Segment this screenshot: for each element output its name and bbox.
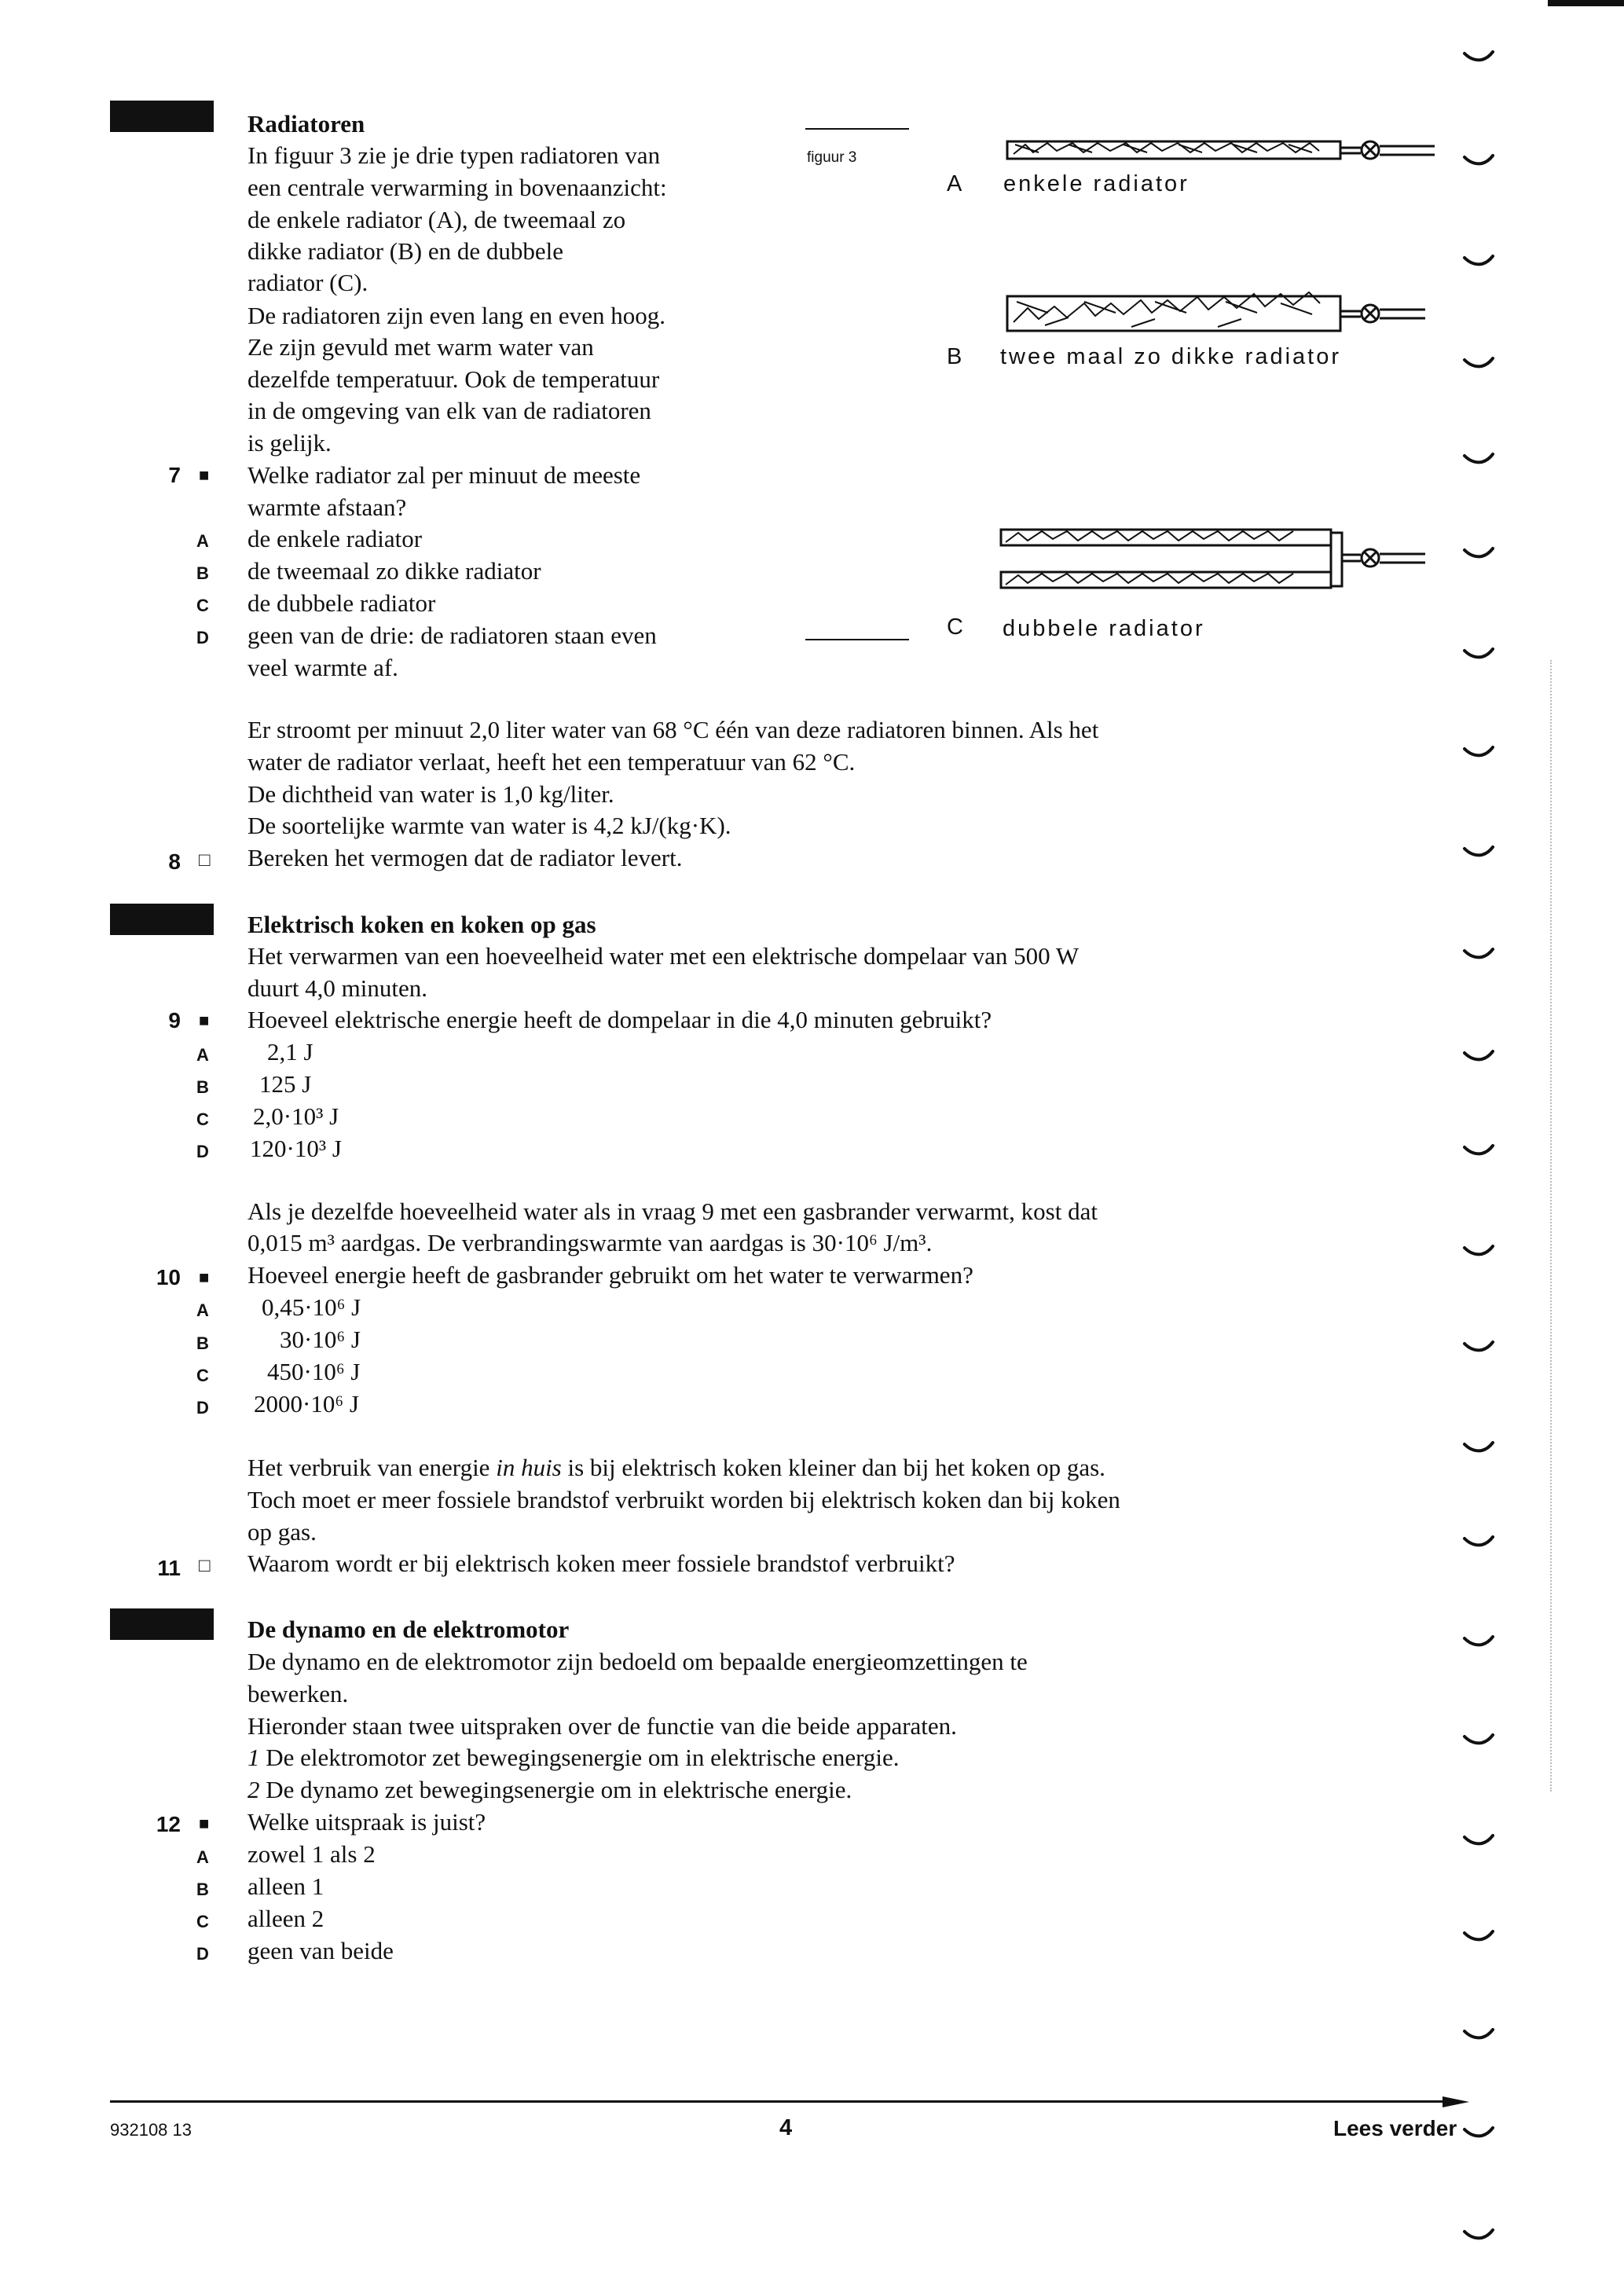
statement-text: De dynamo zet bewegingsenergie om in elektrische energie. xyxy=(259,1776,852,1803)
tick-icon xyxy=(1465,256,1493,264)
intro-line: In figuur 3 zie je drie typen radiatoren van xyxy=(247,141,661,169)
margin-ticks xyxy=(1461,47,1509,2294)
section-title-radiatoren: Radiatoren xyxy=(247,110,365,138)
question-text: Waarom wordt er bij elektrisch koken meer fossiele brandstof verbruikt? xyxy=(247,1550,955,1577)
figure-bottom-rule xyxy=(805,639,909,640)
option-letter: C xyxy=(196,1912,209,1931)
open-question-marker: □ xyxy=(199,850,211,871)
option-text: geen van de drie: de radiatoren staan even xyxy=(247,622,657,649)
section-marker xyxy=(110,904,214,935)
paragraph-line: water de radiator verlaat, heeft het een temperatuur van 62 °C. xyxy=(247,748,856,776)
section-title-dynamo: De dynamo en de elektromotor xyxy=(247,1616,570,1643)
figure-label-c: dubbele radiator xyxy=(1003,616,1205,641)
open-question-marker: □ xyxy=(199,1556,211,1576)
statement-text: De elektromotor zet bewegingsenergie om in elektrische energie. xyxy=(259,1744,900,1771)
page-number: 4 xyxy=(779,2115,793,2140)
option-text: 2,0·10³ J xyxy=(253,1102,339,1130)
question-text: Welke uitspraak is juist? xyxy=(247,1808,486,1836)
tick-icon xyxy=(1465,52,1493,60)
statement xyxy=(247,1776,852,1804)
question-text: warmte afstaan? xyxy=(247,493,407,521)
tick-icon xyxy=(1465,1146,1493,1154)
option-text: 2000·10⁶ J xyxy=(254,1390,359,1418)
figure-letter-b: B xyxy=(947,344,962,369)
paragraph-line: Het verwarmen van een hoeveelheid water met een elektrische dompelaar van 500 W xyxy=(247,942,1080,970)
intro-line: Ze zijn gevuld met warm water van xyxy=(247,333,594,361)
question-number: 12 xyxy=(156,1812,181,1836)
option-text: de enkele radiator xyxy=(247,525,423,552)
option-text: de dubbele radiator xyxy=(247,589,436,617)
statement xyxy=(247,1744,900,1772)
section-title-koken: Elektrisch koken en koken op gas xyxy=(247,911,596,938)
radiator-c-drawing xyxy=(1001,530,1425,588)
radiator-a-drawing xyxy=(1007,141,1435,159)
intro-line: radiator (C). xyxy=(247,269,368,296)
closed-question-marker: ■ xyxy=(199,465,210,485)
figure-caption: figuur 3 xyxy=(807,149,857,166)
edge-dotted-line xyxy=(1550,660,1553,1792)
figure-letter-c: C xyxy=(947,614,963,640)
option-letter: D xyxy=(196,1944,209,1964)
closed-question-marker: ■ xyxy=(199,1010,210,1030)
tick-icon xyxy=(1465,847,1493,855)
text-run: is bij elektrisch koken kleiner dan bij het koken op gas. xyxy=(561,1454,1105,1481)
option-letter: A xyxy=(196,531,209,551)
option-letter: B xyxy=(196,1077,209,1097)
option-text: 2,1 J xyxy=(267,1038,313,1065)
section-marker xyxy=(110,101,214,132)
edge-mark xyxy=(1548,0,1624,6)
section-marker xyxy=(110,1608,214,1640)
option-letter: D xyxy=(196,1142,209,1161)
continue-label: Lees verder xyxy=(1333,2116,1457,2140)
tick-icon xyxy=(1465,2230,1493,2238)
tick-icon xyxy=(1465,1637,1493,1645)
intro-line: is gelijk. xyxy=(247,429,332,457)
intro-line: De radiatoren zijn even lang en even hoog. xyxy=(247,302,665,329)
tick-icon xyxy=(1465,548,1493,556)
tick-icon xyxy=(1465,358,1493,366)
statement-number: 1 xyxy=(247,1744,260,1771)
figure-label-b: twee maal zo dikke radiator xyxy=(1000,344,1341,369)
option-text: geen van beide xyxy=(247,1937,394,1964)
paragraph-line: Toch moet er meer fossiele brandstof verbruikt worden bij elektrisch koken dan bij koken xyxy=(247,1486,1120,1513)
tick-icon xyxy=(1465,1735,1493,1743)
option-letter: C xyxy=(196,1109,209,1129)
figure-label-a: enkele radiator xyxy=(1003,171,1190,196)
document-code: 932108 13 xyxy=(110,2120,192,2140)
radiator-diagram xyxy=(998,134,1446,652)
paragraph-line: De soortelijke warmte van water is 4,2 kJ/(kg·K). xyxy=(247,812,731,839)
paragraph-line: Hieronder staan twee uitspraken over de functie van die beide apparaten. xyxy=(247,1712,957,1740)
question-text: Hoeveel energie heeft de gasbrander gebruikt om het water te verwarmen? xyxy=(247,1261,973,1289)
option-text: 120·10³ J xyxy=(250,1135,342,1162)
question-text: Bereken het vermogen dat de radiator levert. xyxy=(247,844,683,871)
tick-icon xyxy=(1465,454,1493,462)
figure-letter-a: A xyxy=(947,171,962,196)
option-text: 125 J xyxy=(259,1070,312,1098)
tick-icon xyxy=(1465,1443,1493,1451)
question-number: 9 xyxy=(168,1008,181,1032)
option-letter: C xyxy=(196,596,209,615)
intro-line: dezelfde temperatuur. Ook de temperatuur xyxy=(247,365,660,393)
question-number: 11 xyxy=(157,1556,181,1580)
option-letter: D xyxy=(196,1398,209,1418)
tick-icon xyxy=(1465,649,1493,657)
option-letter: B xyxy=(196,1333,209,1353)
radiator-b-drawing xyxy=(1007,292,1425,331)
option-text: 450·10⁶ J xyxy=(267,1358,361,1385)
closed-question-marker: ■ xyxy=(199,1814,210,1833)
tick-icon xyxy=(1465,1246,1493,1254)
tick-icon xyxy=(1465,1537,1493,1545)
paragraph-line xyxy=(247,1454,1105,1482)
text-run: Het verbruik van energie xyxy=(247,1454,497,1481)
option-letter: A xyxy=(196,1847,209,1867)
option-text: de tweemaal zo dikke radiator xyxy=(247,557,541,585)
question-text: Hoeveel elektrische energie heeft de dompelaar in die 4,0 minuten gebruikt? xyxy=(247,1006,992,1033)
question-number: 7 xyxy=(168,463,181,487)
tick-icon xyxy=(1465,747,1493,755)
intro-line: dikke radiator (B) en de dubbele xyxy=(247,237,563,265)
paragraph-line: Er stroomt per minuut 2,0 liter water van 68 °C één van deze radiatoren binnen. Als het xyxy=(247,716,1099,743)
paragraph-line: op gas. xyxy=(247,1518,317,1546)
paragraph-line: duurt 4,0 minuten. xyxy=(247,974,428,1002)
tick-icon xyxy=(1465,1836,1493,1843)
option-text: 0,45·10⁶ J xyxy=(262,1293,361,1321)
figure-top-rule xyxy=(805,128,909,130)
tick-icon xyxy=(1465,156,1493,163)
tick-icon xyxy=(1465,2128,1493,2136)
closed-question-marker: ■ xyxy=(199,1267,210,1287)
option-letter: B xyxy=(196,563,209,583)
statement-number: 2 xyxy=(247,1776,260,1803)
option-letter: D xyxy=(196,628,209,647)
tick-icon xyxy=(1465,1931,1493,1939)
tick-icon xyxy=(1465,1342,1493,1350)
tick-icon xyxy=(1465,1051,1493,1059)
tick-icon xyxy=(1465,2030,1493,2037)
paragraph-line: De dynamo en de elektromotor zijn bedoeld om bepaalde energieomzettingen te xyxy=(247,1648,1028,1675)
question-number: 10 xyxy=(156,1265,181,1289)
option-text: alleen 2 xyxy=(247,1905,324,1932)
intro-line: de enkele radiator (A), de tweemaal zo xyxy=(247,206,626,233)
question-number: 8 xyxy=(168,849,181,874)
option-text: 30·10⁶ J xyxy=(280,1326,361,1353)
paragraph-line: bewerken. xyxy=(247,1680,349,1707)
option-text: alleen 1 xyxy=(247,1872,324,1900)
question-text: Welke radiator zal per minuut de meeste xyxy=(247,461,641,489)
intro-line: in de omgeving van elk van de radiatoren xyxy=(247,397,651,424)
tick-icon xyxy=(1465,949,1493,957)
paragraph-line: 0,015 m³ aardgas. De verbrandingswarmte van aardgas is 30·10⁶ J/m³. xyxy=(247,1229,933,1256)
option-letter: C xyxy=(196,1366,209,1385)
option-letter: A xyxy=(196,1045,209,1065)
option-text-continued: veel warmte af. xyxy=(247,654,398,681)
footer-rule xyxy=(110,2100,1454,2103)
option-text: zowel 1 als 2 xyxy=(247,1840,376,1868)
paragraph-line: De dichtheid van water is 1,0 kg/liter. xyxy=(247,780,614,808)
intro-line: een centrale verwarming in bovenaanzicht: xyxy=(247,174,667,201)
option-letter: B xyxy=(196,1880,209,1899)
option-letter: A xyxy=(196,1300,209,1320)
paragraph-line: Als je dezelfde hoeveelheid water als in vraag 9 met een gasbrander verwarmt, kost dat xyxy=(247,1198,1098,1225)
emphasis-text: in huis xyxy=(496,1454,562,1481)
